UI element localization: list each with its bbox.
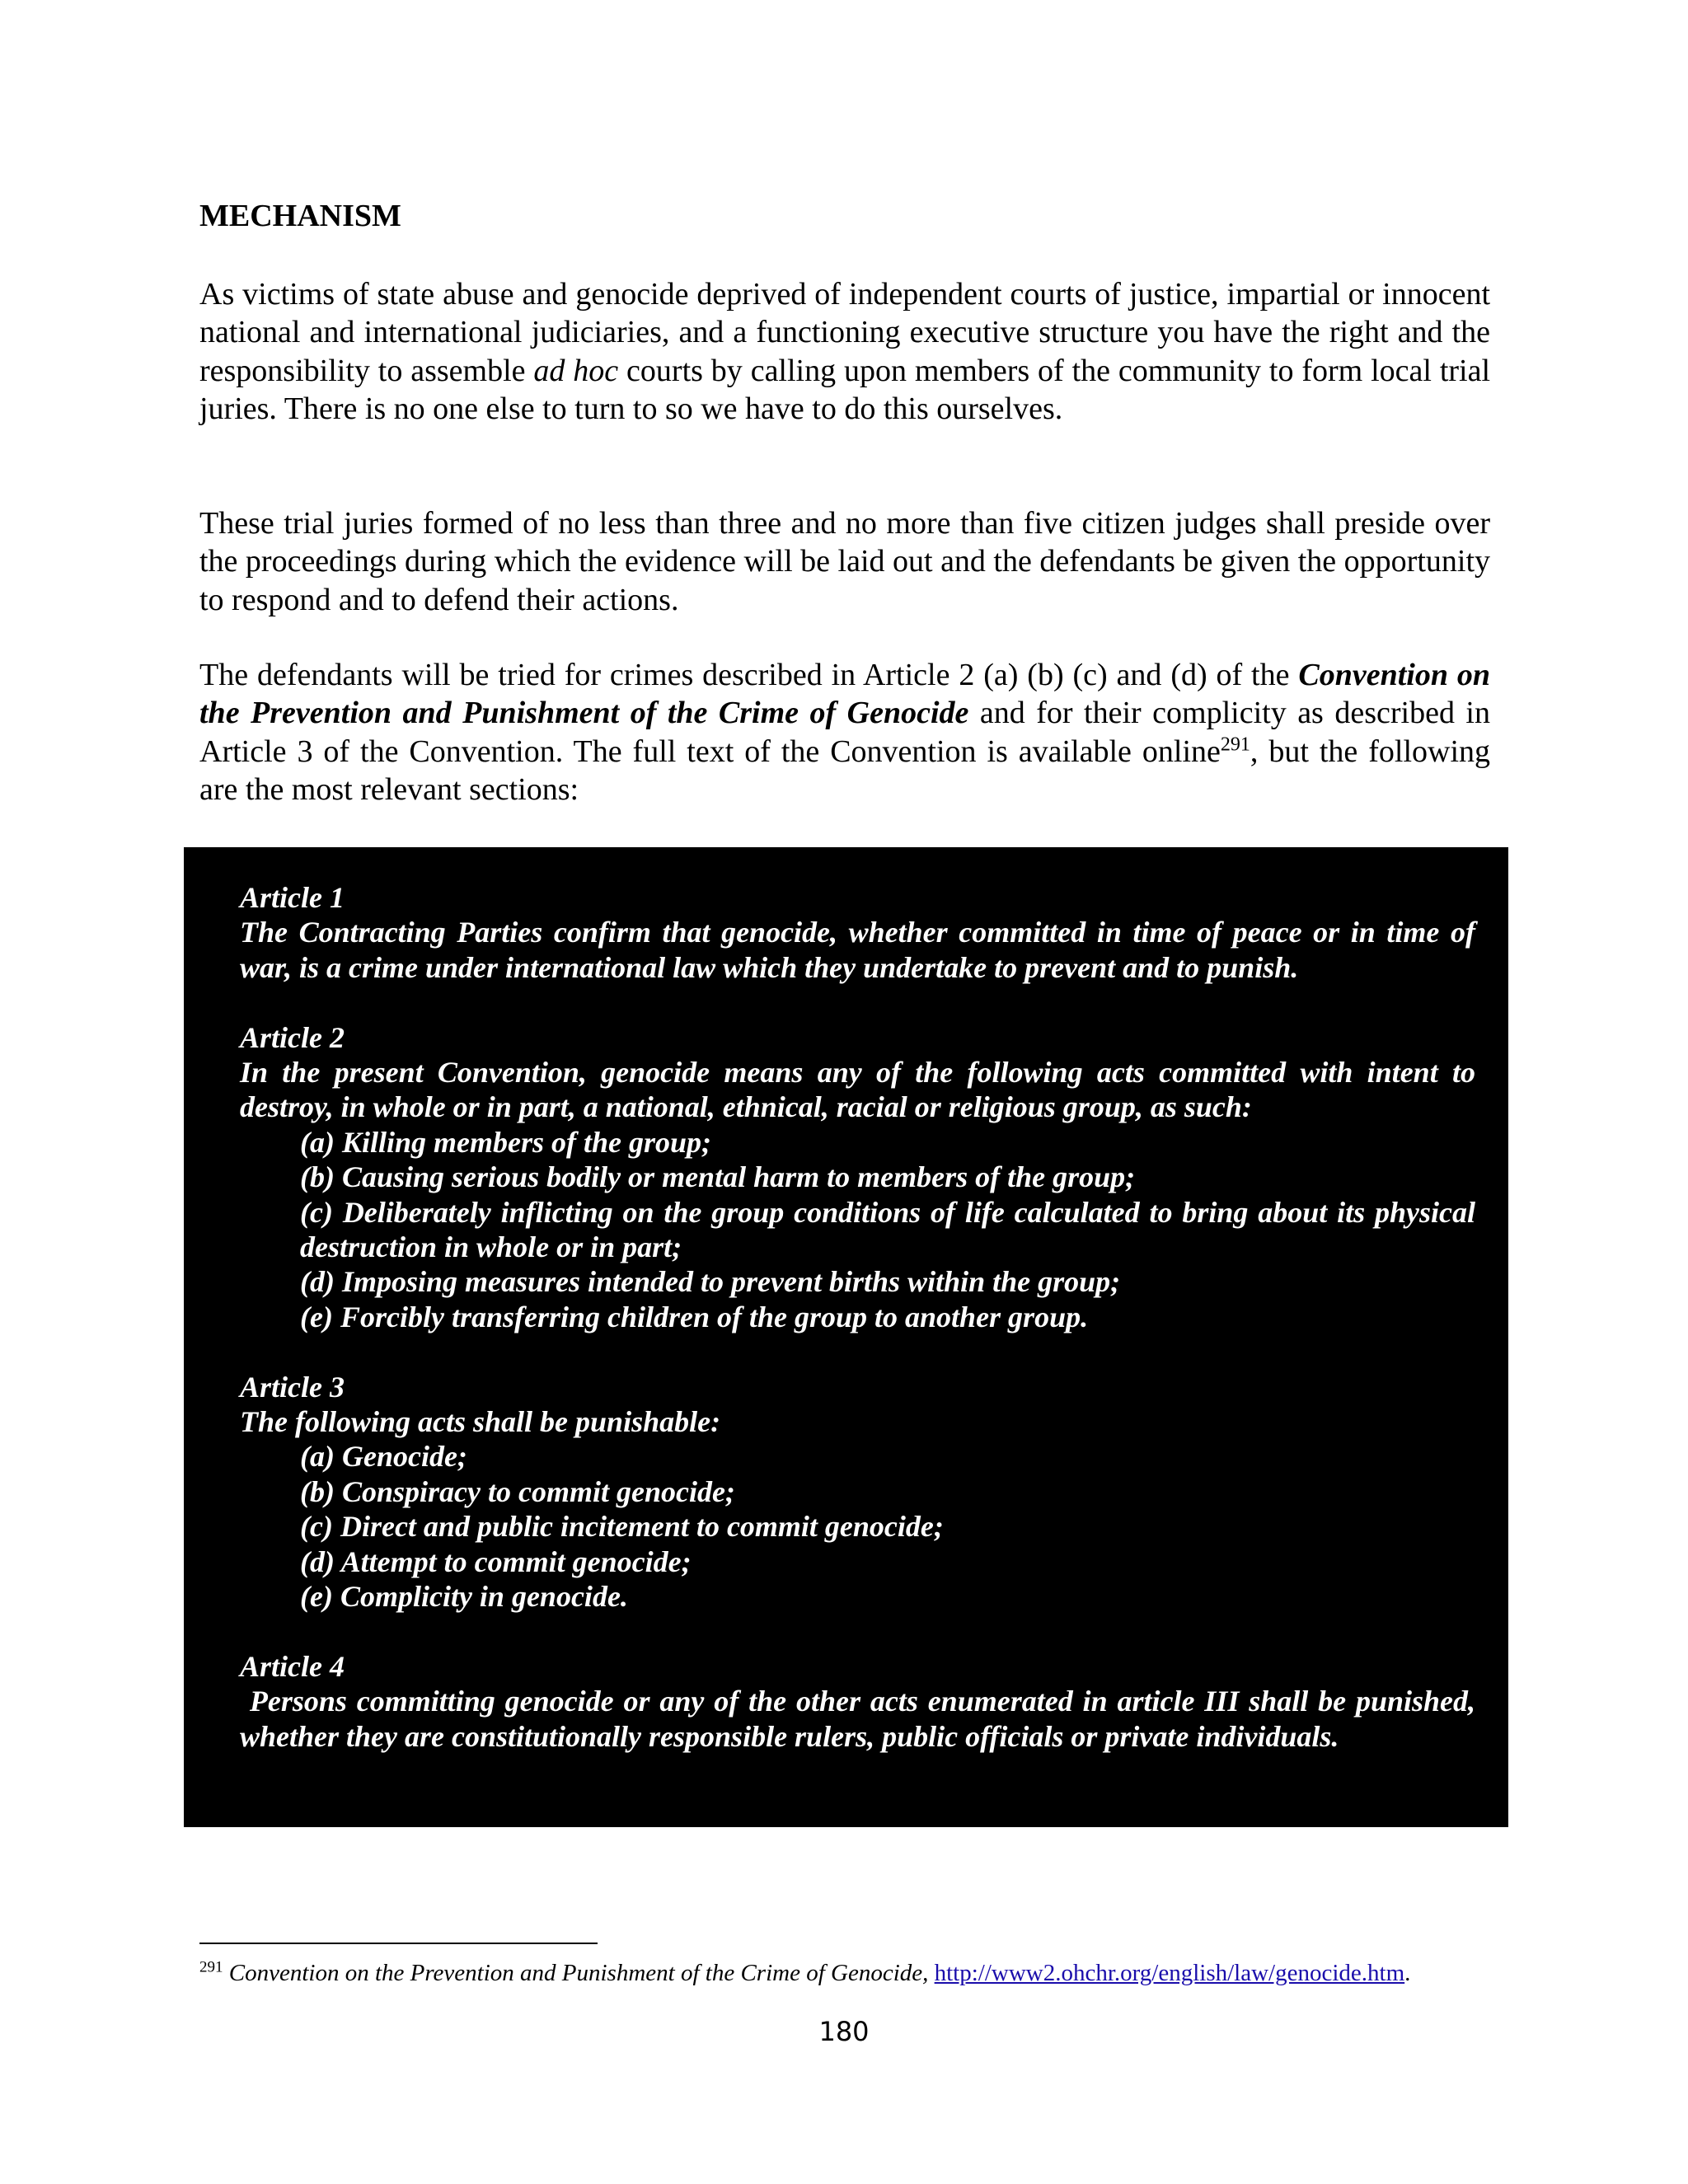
- convention-title: Convention on the Prevention and Punishment of the Crime of Genocide: [199, 658, 1490, 731]
- page-number: 180: [818, 2016, 870, 2047]
- article-item: (e) Complicity in genocide.: [300, 1580, 628, 1614]
- footnote-end: .: [1404, 1960, 1411, 1986]
- article-item: (a) Killing members of the group;: [300, 1125, 712, 1159]
- article-text: The Contracting Parties confirm that genocide, whether committed in time of peace or in time of war, is a crime under international law which they undertake to prevent and to punish.: [240, 916, 1483, 984]
- article-block: [240, 880, 1483, 985]
- article-text: The following acts shall be punishable:: [240, 1405, 721, 1439]
- article-block: [240, 1649, 1484, 1754]
- paragraph-text: , but the following are the most relevant sections:: [199, 733, 1490, 808]
- footnote-reference[interactable]: 291: [1220, 733, 1250, 756]
- paragraph-text: and for their complicity as described in Article 3 of the Convention. The full text of the Convention is available online: [199, 696, 1490, 769]
- article-item: (c) Deliberately inflicting on the group conditions of life calculated to bring about its physical destruction in whole or in part;: [300, 1195, 1475, 1264]
- footnote-link[interactable]: http://www2.ohchr.org/english/law/genocide.htm: [934, 1960, 1405, 1986]
- article-item: (a) Genocide;: [300, 1440, 467, 1474]
- article-item: (b) Conspiracy to commit genocide;: [300, 1474, 735, 1508]
- article-title: Article 3: [240, 1370, 345, 1404]
- article-item-list: [240, 1439, 1475, 1614]
- footnote-number: 291: [199, 1958, 223, 1976]
- footnote: [199, 1958, 1518, 1988]
- paragraph-trial-juries: These trial juries formed of no less than three and no more than five citizen judges shall preside over the proceedings during which the evidence will be laid out and the defendants be given the opportunity to respond and to defend their actions.: [199, 506, 1490, 617]
- section-heading: MECHANISM: [199, 199, 401, 233]
- article-text: Persons committing genocide or any of the other acts enumerated in article III shall be punished, whether they are constitutionally responsible rulers, public officials or private individuals.: [240, 1685, 1484, 1753]
- article-title: Article 1: [240, 881, 345, 914]
- convention-articles-box: [184, 847, 1508, 1827]
- ad-hoc-term: ad hoc: [533, 353, 619, 388]
- paragraph-crimes: [199, 656, 1490, 809]
- paragraph-text: courts by calling upon members of the community to form local trial juries. There is no one else to turn to so we have to do this ourselves.: [199, 353, 1491, 427]
- article-item: (c) Direct and public incitement to commit genocide;: [300, 1510, 944, 1544]
- paragraph-ad-hoc-courts: [199, 275, 1490, 429]
- paragraph-text: The defendants will be tried for crimes described in Article 2 (a) (b) (c) and (d) of the: [199, 658, 1299, 692]
- article-item: (e) Forcibly transferring children of the group to another group.: [300, 1300, 1089, 1333]
- article-block: [240, 1020, 1483, 1335]
- article-item: (d) Imposing measures intended to prevent births within the group;: [300, 1265, 1121, 1299]
- article-title: Article 4: [240, 1649, 345, 1683]
- article-item: (b) Causing serious bodily or mental harm to members of the group;: [300, 1160, 1136, 1194]
- article-title: Article 2: [240, 1020, 345, 1054]
- footnote-source-title: Convention on the Prevention and Punishment of the Crime of Genocide,: [228, 1960, 929, 1986]
- paragraph-text: As victims of state abuse and genocide deprived of independent courts of justice, impartial or innocent national and international judiciaries, and a functioning executive structure you have the right and the responsibility to assemble: [199, 277, 1490, 388]
- article-text: In the present Convention, genocide means any of the following acts committed with intent to destroy, in whole or in part, a national, ethnical, racial or religious group, as such:: [240, 1056, 1483, 1124]
- article-item-list: [240, 1125, 1475, 1334]
- footnote-separator: [199, 1943, 598, 1944]
- article-block: [240, 1370, 1475, 1615]
- article-item: (d) Attempt to commit genocide;: [300, 1544, 692, 1578]
